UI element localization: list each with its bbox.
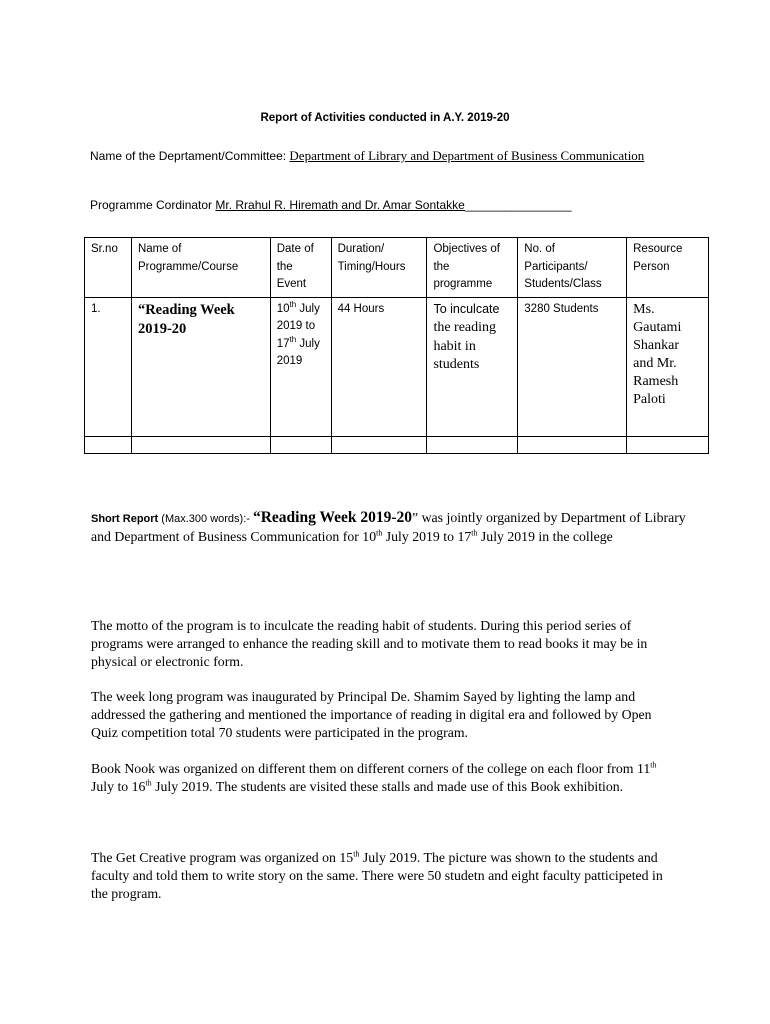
short-report-text-1: was jointly organized by Department of Library and Department of Business Communication for 10 (91, 510, 686, 544)
empty-cell (85, 436, 132, 453)
short-report-close-quote: ” (412, 510, 419, 525)
cell-programme: “Reading Week 2019-20 (131, 297, 270, 436)
getcreative-text-2: July 2019. The picture was shown to the students and faculty and told them to write story on the same. There were 50 studetn and eight faculty patticipeted in the program. (91, 850, 663, 901)
cell-srno: 1. (85, 297, 132, 436)
objective-rest: the reading habit in students (433, 320, 497, 372)
cell-duration: 44 Hours (331, 297, 427, 436)
paragraph-booknook (91, 760, 681, 796)
short-report-limit: (Max.300 words):- (158, 513, 253, 525)
date-suffix-2: th (289, 334, 297, 344)
short-report-label: Short Report (91, 513, 159, 525)
department-line (90, 147, 690, 165)
header-objectives: Objectives of the programme (427, 238, 518, 298)
cell-date (270, 297, 331, 436)
table-row (85, 297, 709, 436)
coordinator-line (90, 198, 572, 212)
date-suffix-1: th (289, 299, 297, 309)
table-header-row (85, 238, 709, 298)
header-date: Date of the Event (270, 238, 331, 298)
booknook-sup-1: th (650, 760, 657, 770)
short-report-sup-1: th (376, 528, 383, 538)
empty-cell (131, 436, 270, 453)
cell-participants: 3280 Students (518, 297, 627, 436)
paragraph-motto: The motto of the program is to inculcate the reading habit of students. During this period series of programs were arranged to enhance the reading skill and to motivate them to read books it may be in physical or electronic form. (91, 618, 648, 669)
booknook-text-1: Book Nook was organized on different them on different corners of the college on each floor from 11 (91, 761, 651, 776)
date-rest-1: July 2019 to (276, 302, 320, 332)
date-day-1: 10 (276, 302, 290, 315)
header-participants: No. of Participants/ Students/Class (518, 238, 627, 298)
empty-cell (270, 436, 331, 453)
header-resource: Resource Person (627, 238, 709, 298)
short-report (91, 509, 691, 546)
booknook-text-2: July to 16 (91, 779, 146, 794)
empty-cell (331, 436, 427, 453)
short-report-text-3: July 2019 in the college (477, 529, 613, 544)
short-report-text-2: July 2019 to 17 (382, 529, 472, 544)
short-report-sup-2: th (471, 528, 478, 538)
empty-cell (427, 436, 518, 453)
header-srno: Sr.no (85, 238, 132, 298)
booknook-text-3: July 2019. The students are visited these stalls and made use of this Book exhibition. (151, 779, 624, 794)
table-empty-row (85, 436, 709, 453)
getcreative-sup-1: th (353, 849, 360, 859)
coordinator-value: Mr. Rrahul R. Hiremath and Dr. Amar Sontakke (215, 198, 465, 212)
paragraph-getcreative (91, 849, 681, 903)
empty-cell (627, 436, 709, 453)
objective-lead: To inculcate (433, 301, 500, 316)
booknook-sup-2: th (145, 778, 152, 788)
coordinator-label: Programme Cordinator (90, 198, 216, 212)
cell-objectives (427, 297, 518, 436)
empty-cell (518, 436, 627, 453)
getcreative-text-1: The Get Creative program was organized on 15 (91, 850, 354, 865)
short-report-title: “Reading Week 2019-20 (252, 509, 413, 526)
activities-table (84, 237, 709, 454)
report-title: Report of Activities conducted in A.Y. 2019-20 (260, 112, 510, 124)
coordinator-blank: ________________ (464, 198, 572, 212)
header-duration: Duration/ Timing/Hours (331, 238, 427, 298)
paragraph-inauguration: The week long program was inaugurated by Principal De. Shamim Sayed by lighting the lamp and addressed the gathering and mentioned the importance of reading in digital era and followed by Open Quiz competition total 70 students were participated in the program. (91, 689, 652, 740)
department-label: Name of the Deprtament/Committee: (90, 149, 290, 163)
date-rest-2: July 2019 (276, 337, 320, 367)
cell-resource: Ms. Gautami Shankar and Mr. Ramesh Paloti (627, 297, 709, 436)
header-programme: Name of Programme/Course (131, 238, 270, 298)
date-day-2: 17 (276, 337, 290, 350)
department-value: Department of Library and Department of Business Communication (289, 148, 645, 163)
